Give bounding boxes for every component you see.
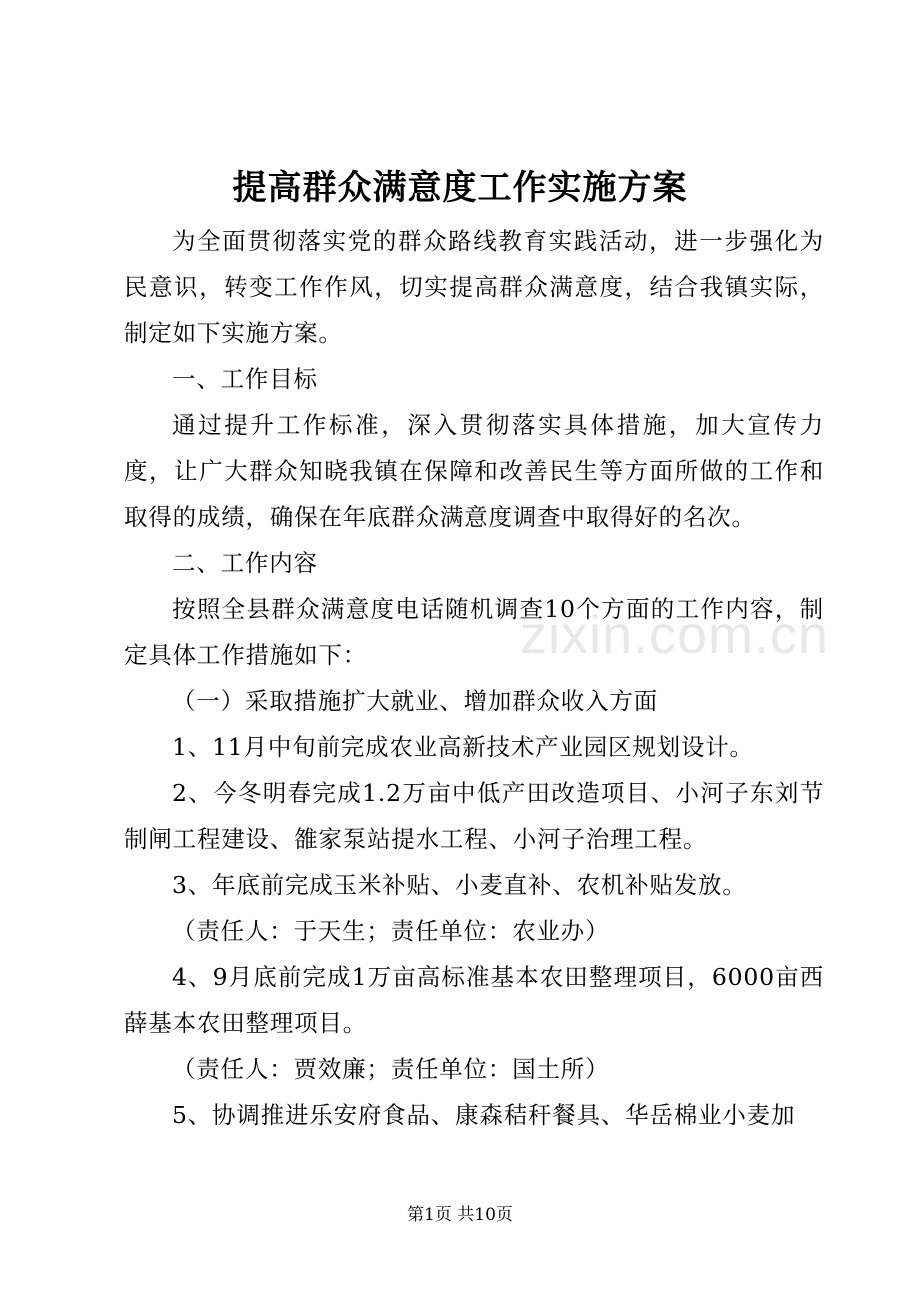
document-title: 提高群众满意度工作实施方案 bbox=[232, 168, 688, 208]
list-item-1: 1、11月中旬前完成农业高新技术产业园区规划设计。 bbox=[172, 733, 754, 761]
list-item-2: 2、今冬明春完成1.2万亩中低产田改造项目、小河子东刘节制闸工程建设、雒家泵站提水工程、小河子治理工程。 bbox=[124, 779, 824, 853]
section-heading-content: 二、工作内容 bbox=[172, 549, 318, 577]
paragraph-intro: 为全面贯彻落实党的群众路线教育实践活动，进一步强化为民意识，转变工作作风，切实提高群众满意度，结合我镇实际，制定如下实施方案。 bbox=[124, 227, 824, 347]
list-item-3: 3、年底前完成玉米补贴、小麦直补、农机补贴发放。 bbox=[172, 871, 747, 899]
paragraph-content-intro: 按照全县群众满意度电话随机调查10个方面的工作内容，制定具体工作措施如下： bbox=[124, 595, 824, 669]
responsibility-note-2: （责任人：贾效廉；责任单位：国土所） bbox=[172, 1055, 610, 1083]
watermark: zixin.com.cn bbox=[520, 605, 830, 665]
subsection-heading-employment: （一）采取措施扩大就业、增加群众收入方面 bbox=[172, 687, 658, 715]
page-footer: 第1页 共10页 bbox=[407, 1205, 513, 1225]
list-item-4: 4、9月底前完成1万亩高标准基本农田整理项目，6000亩西薛基本农田整理项目。 bbox=[124, 963, 824, 1037]
section-heading-goals: 一、工作目标 bbox=[172, 365, 318, 393]
responsibility-note-1: （责任人：于天生；责任单位：农业办） bbox=[172, 917, 610, 945]
paragraph-goals: 通过提升工作标准，深入贯彻落实具体措施，加大宣传力度，让广大群众知晓我镇在保障和改善民生等方面所做的工作和取得的成绩，确保在年底群众满意度调查中取得好的名次。 bbox=[124, 411, 824, 531]
list-item-5: 5、协调推进乐安府食品、康森秸秆餐具、华岳棉业小麦加 bbox=[172, 1101, 796, 1129]
document-body bbox=[124, 218, 824, 1138]
